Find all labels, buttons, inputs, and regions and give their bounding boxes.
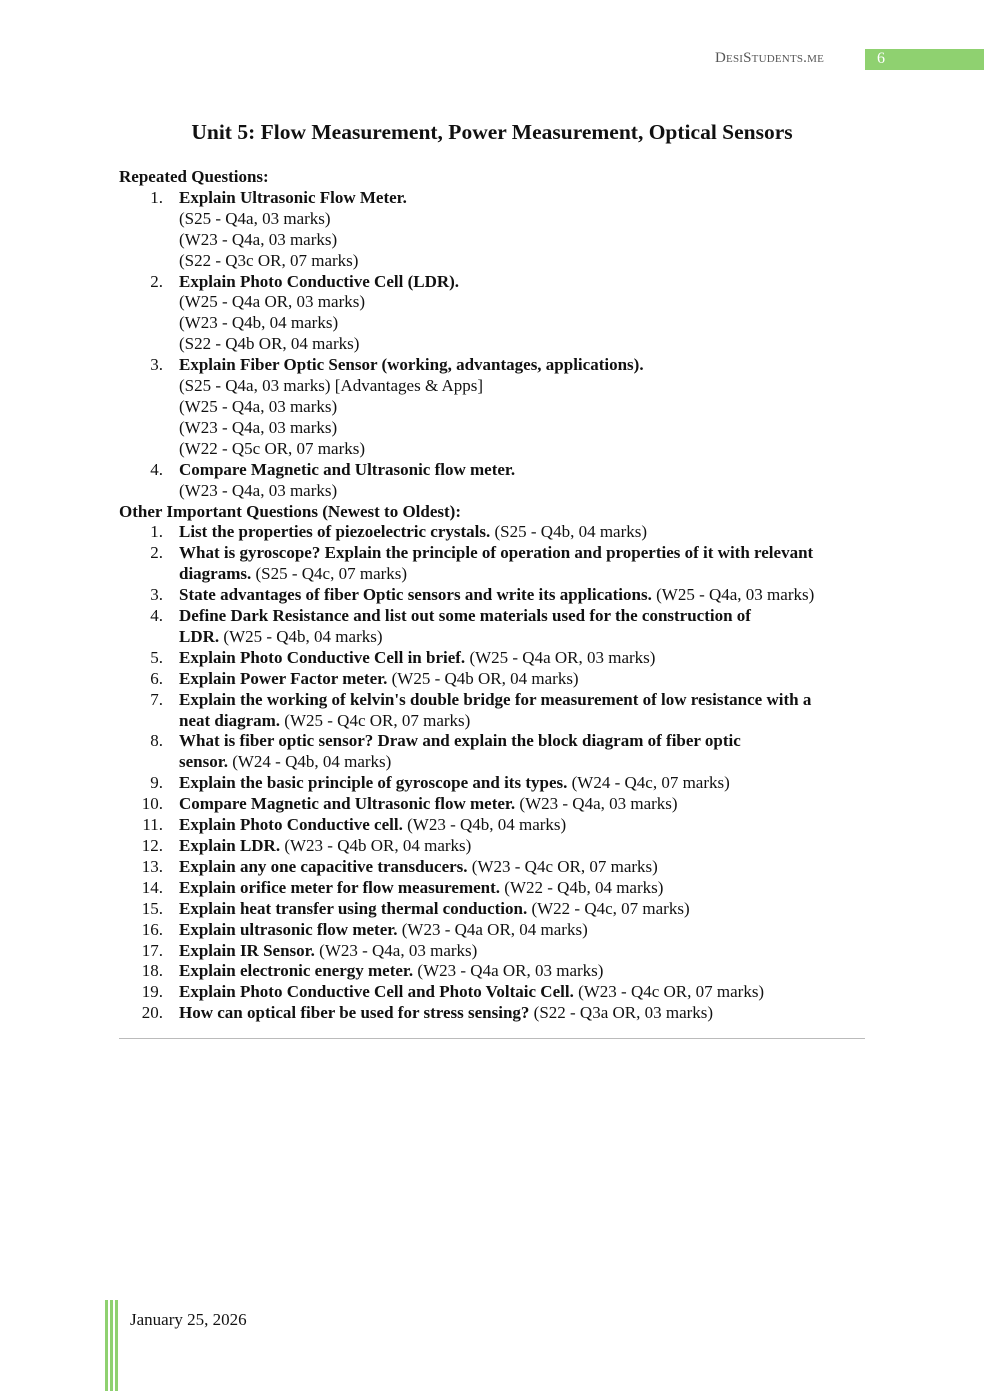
item-body: [179, 857, 879, 878]
item-body: [179, 961, 879, 982]
header-site-name: DesiStudents.me: [715, 50, 825, 66]
question-text: Explain orifice meter for flow measurement.: [179, 877, 501, 897]
question-text: Explain Photo Conductive Cell and Photo Voltaic Cell.: [179, 982, 574, 1002]
list-item: [119, 188, 879, 272]
exam-reference: (S22 - Q3a OR, 03 marks): [533, 1003, 714, 1023]
item-number: 5.: [150, 647, 163, 667]
exam-reference: (W23 - Q4a, 03 marks): [179, 417, 338, 437]
list-item: [119, 878, 879, 899]
exam-reference: (S22 - Q3c OR, 07 marks): [179, 250, 359, 270]
item-number: 15.: [141, 898, 163, 918]
question-text: State advantages of fiber Optic sensors and write its applications.: [179, 585, 652, 605]
list-item: [119, 1003, 879, 1024]
item-number: 8.: [150, 731, 163, 751]
item-number: 7.: [150, 689, 163, 709]
item-body: [179, 460, 879, 502]
item-number: 1.: [150, 187, 163, 207]
item-body: [179, 731, 879, 773]
item-number: 9.: [150, 773, 163, 793]
item-body: [179, 585, 879, 606]
exam-reference: (W23 - Q4b, 04 marks): [407, 815, 567, 835]
question-text: Explain heat transfer using thermal conduction.: [179, 898, 528, 918]
item-body: [179, 920, 879, 941]
question-line: [179, 606, 879, 627]
exam-reference: (W23 - Q4a OR, 04 marks): [401, 919, 588, 939]
question-line: [179, 857, 879, 878]
question-text: diagrams.: [179, 564, 252, 584]
exam-reference: (W25 - Q4a, 03 marks): [656, 585, 815, 605]
exam-reference: (W23 - Q4a OR, 03 marks): [417, 961, 604, 981]
item-number: 11.: [142, 815, 163, 835]
item-number: 3.: [150, 585, 163, 605]
question-text: Define Dark Resistance and list out some materials used for the construction of: [179, 606, 751, 626]
item-body: [179, 836, 879, 857]
page-number: 6: [877, 50, 885, 67]
exam-reference: (W22 - Q4b, 04 marks): [504, 877, 664, 897]
item-number: 14.: [141, 877, 163, 897]
list-item: [119, 773, 879, 794]
item-body: [179, 794, 879, 815]
question-text: Explain the working of kelvin's double bridge for measurement of low resistance with a: [179, 689, 812, 709]
question-line: [179, 982, 879, 1003]
exam-reference: (W23 - Q4c OR, 07 marks): [578, 982, 765, 1002]
question-line: [179, 899, 879, 920]
item-number: 1.: [150, 522, 163, 542]
list-item: [119, 648, 879, 669]
item-number: 20.: [141, 1003, 163, 1023]
question-text: Explain Photo Conductive cell.: [179, 815, 403, 835]
list-item: [119, 815, 879, 836]
question-text: How can optical fiber be used for stress sensing?: [179, 1003, 530, 1023]
question-line: [179, 564, 879, 585]
item-body: [179, 669, 879, 690]
question-text: Explain IR Sensor.: [179, 940, 315, 960]
item-body: [179, 899, 879, 920]
question-line: [179, 522, 879, 543]
footer-accent-bars: [105, 1300, 118, 1391]
exam-reference: (W23 - Q4a, 03 marks): [319, 940, 478, 960]
question-text: LDR.: [179, 626, 220, 646]
question-line: [179, 794, 879, 815]
question-line: [179, 648, 879, 669]
item-number: 12.: [141, 836, 163, 855]
list-item: [119, 522, 879, 543]
question-text: Compare Magnetic and Ultrasonic flow meter.: [179, 459, 516, 479]
question-line: [179, 773, 879, 794]
exam-reference: (W24 - Q4b, 04 marks): [232, 752, 392, 772]
list-item: [119, 543, 879, 585]
question-line: [179, 731, 879, 752]
question-line: [179, 941, 879, 962]
list-item: [119, 961, 879, 982]
exam-reference: (S25 - Q4b, 04 marks): [494, 522, 648, 542]
other-questions-heading: Other Important Questions (Newest to Oldest):: [119, 501, 462, 521]
question-line: [179, 627, 879, 648]
question-line: [179, 669, 879, 690]
footer-date: January 25, 2026: [130, 1310, 247, 1329]
list-item: [119, 690, 879, 732]
list-item: [119, 857, 879, 878]
item-body: [179, 522, 879, 543]
item-body: [179, 648, 879, 669]
exam-reference: (W23 - Q4a, 03 marks): [519, 794, 678, 814]
question-line: [179, 585, 879, 606]
question-line: [179, 836, 879, 857]
list-item: [119, 731, 879, 773]
exam-reference: (S22 - Q4b OR, 04 marks): [179, 334, 360, 354]
repeated-questions-list: [119, 188, 879, 502]
list-item: [119, 794, 879, 815]
list-item: [119, 585, 879, 606]
item-number: 2.: [150, 543, 163, 563]
question-text: List the properties of piezoelectric crystals.: [179, 522, 491, 542]
item-number: 16.: [141, 919, 163, 939]
exam-reference: (S25 - Q4a, 03 marks) [Advantages & Apps]: [179, 376, 484, 396]
exam-reference: (W25 - Q4b OR, 04 marks): [391, 668, 579, 688]
list-item: [119, 355, 879, 460]
question-text: Explain Photo Conductive Cell in brief.: [179, 647, 466, 667]
item-number: 4.: [150, 459, 163, 479]
list-item: [119, 899, 879, 920]
question-text: Explain LDR.: [179, 836, 281, 855]
question-text: Explain any one capacitive transducers.: [179, 856, 468, 876]
exam-reference: (W25 - Q4a OR, 03 marks): [179, 292, 366, 312]
list-item: [119, 836, 879, 857]
question-text: Explain Fiber Optic Sensor (working, advantages, applications).: [179, 355, 644, 375]
question-text: Explain electronic energy meter.: [179, 961, 414, 981]
repeated-questions-heading: Repeated Questions:: [119, 167, 269, 186]
exam-reference: (W25 - Q4a, 03 marks): [179, 396, 338, 416]
horizontal-divider: [119, 1038, 865, 1039]
item-body: [179, 982, 879, 1003]
item-body: [179, 188, 879, 272]
item-body: [179, 355, 879, 460]
exam-reference: (W25 - Q4b, 04 marks): [223, 626, 383, 646]
question-text: Explain Photo Conductive Cell (LDR).: [179, 271, 460, 291]
question-line: [179, 961, 879, 982]
question-line: [179, 543, 879, 564]
item-body: [179, 690, 879, 732]
question-line: [179, 1003, 879, 1024]
question-text: sensor.: [179, 752, 228, 772]
item-body: [179, 272, 879, 356]
list-item: [119, 669, 879, 690]
item-number: 10.: [141, 794, 163, 814]
item-number: 6.: [150, 668, 163, 688]
item-number: 18.: [141, 961, 163, 981]
question-text: What is fiber optic sensor? Draw and explain the block diagram of fiber optic: [179, 731, 741, 751]
list-item: [119, 606, 879, 648]
question-text: Explain the basic principle of gyroscope and its types.: [179, 773, 568, 793]
exam-reference: (W23 - Q4a, 03 marks): [179, 229, 338, 249]
other-questions-list: [119, 522, 879, 1024]
list-item: [119, 920, 879, 941]
question-line: [179, 752, 879, 773]
question-line: [179, 815, 879, 836]
item-body: [179, 1003, 879, 1024]
item-body: [179, 878, 879, 899]
question-line: [179, 690, 879, 711]
page-number-box: [865, 49, 984, 70]
exam-reference: (W25 - Q4c OR, 07 marks): [284, 710, 471, 730]
exam-reference: (W22 - Q4c, 07 marks): [531, 898, 690, 918]
list-item: [119, 272, 879, 356]
item-number: 17.: [141, 940, 163, 960]
list-item: [119, 941, 879, 962]
exam-reference: (S25 - Q4c, 07 marks): [255, 564, 408, 584]
item-number: 2.: [150, 271, 163, 291]
question-text: Explain Ultrasonic Flow Meter.: [179, 187, 407, 207]
item-number: 3.: [150, 355, 163, 375]
exam-reference: (W23 - Q4b, 04 marks): [179, 313, 339, 333]
page-title: Unit 5: Flow Measurement, Power Measurement, Optical Sensors: [191, 120, 793, 144]
question-line: [179, 878, 879, 899]
exam-reference: (S25 - Q4a, 03 marks): [179, 208, 331, 228]
item-body: [179, 606, 879, 648]
exam-reference: (W24 - Q4c, 07 marks): [571, 773, 730, 793]
exam-reference: (W23 - Q4b OR, 04 marks): [284, 836, 472, 855]
exam-reference: (W25 - Q4a OR, 03 marks): [469, 647, 656, 667]
question-text: What is gyroscope? Explain the principle of operation and properties of it with relevant: [179, 543, 814, 563]
list-item: [119, 982, 879, 1003]
question-line: [179, 711, 879, 732]
question-text: Explain Power Factor meter.: [179, 668, 388, 688]
question-line: [179, 920, 879, 941]
question-text: neat diagram.: [179, 710, 281, 730]
exam-reference: (W23 - Q4a, 03 marks): [179, 480, 338, 500]
item-number: 4.: [150, 606, 163, 626]
exam-reference: (W23 - Q4c OR, 07 marks): [471, 856, 658, 876]
item-number: 13.: [141, 856, 163, 876]
item-body: [179, 543, 879, 585]
item-body: [179, 773, 879, 794]
item-body: [179, 815, 879, 836]
question-text: Explain ultrasonic flow meter.: [179, 919, 398, 939]
list-item: [119, 460, 879, 502]
question-text: Compare Magnetic and Ultrasonic flow meter.: [179, 794, 516, 814]
item-body: [179, 941, 879, 962]
item-number: 19.: [141, 982, 163, 1002]
exam-reference: (W22 - Q5c OR, 07 marks): [179, 438, 366, 458]
document-body: [119, 167, 879, 1024]
